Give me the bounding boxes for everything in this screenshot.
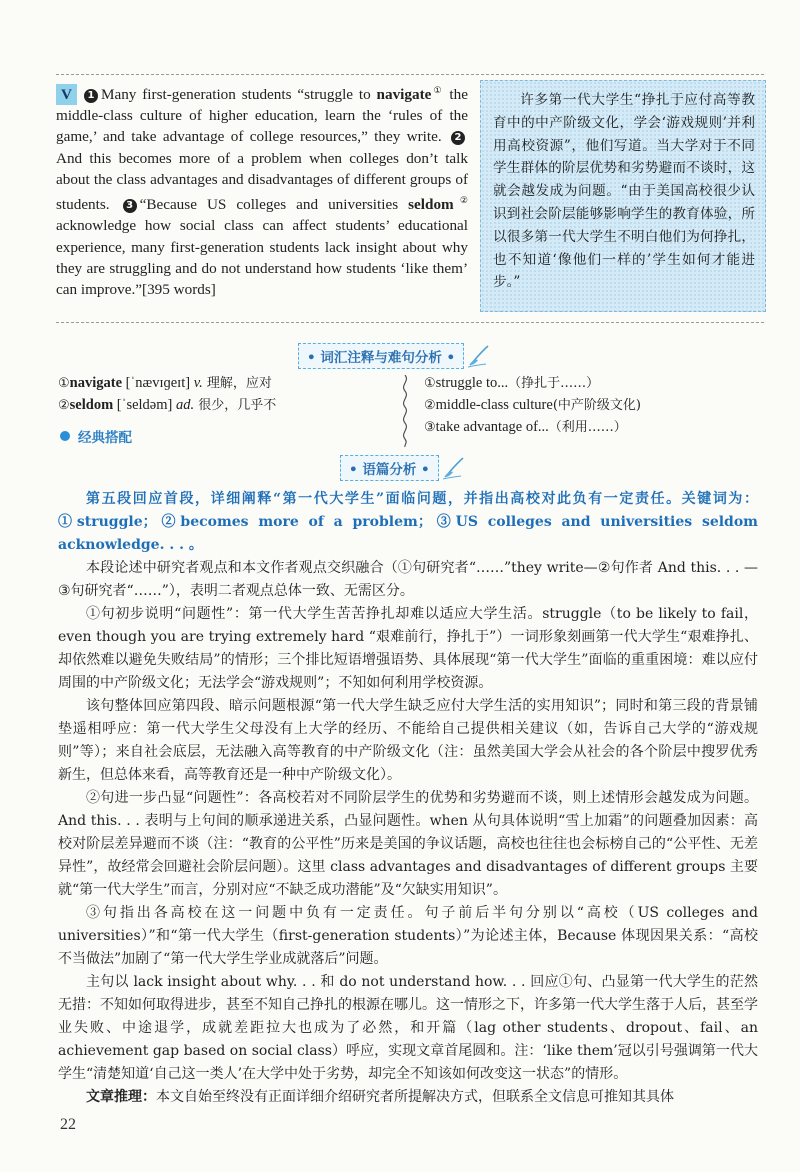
- collocation-1: ①struggle to...（挣扎于……）: [424, 375, 600, 391]
- sentence-3-marker: 3: [123, 199, 137, 213]
- middle-divider: [56, 322, 764, 323]
- analysis-paragraph-3: 该句整体回应第四段、暗示问题根源“第一代大学生缺乏应付大学生活的实用知识”；同时和第三段的背景铺垫遥相呼应：第一代大学生父母没有上大学的经历、不能给自己提供相关建议（如，告诉自己大学的“游戏规则”等）；来自社会底层，无法融入高等教育的中产阶级文化（注：虽然美国大学会从社会的各个阶层中搜罗优秀新生，但总体来看，高等教育还是一种中产阶级文化）。: [58, 698, 758, 783]
- sentence-3-part-a: “Because US colleges and universities: [139, 196, 409, 214]
- top-divider: [56, 74, 764, 75]
- analysis-paragraph-1: 本段论述中研究者观点和本文作者观点交织融合（①句研究者“……”they write—②句作者 And this. . . —③句研究者“……”），表明二者观点总体一致、无需区分。: [58, 560, 758, 599]
- brush-icon: [441, 455, 467, 481]
- analysis-paragraph-4: ②句进一步凸显“问题性”：各高校若对不同阶层学生的优势和劣势避而不谈，则上述情形会越发成为问题。And this. . . 表明与上句间的顺承递进关系，凸显问题性。when 从句具体说明“雪上加霜”的问题叠加因素：高校对阶层差异避而不谈（注：“教育的公平性”历来是美国的争议话题，高校也往往也会标榜自己的“公平性、无差异性”，故经常会回避社会阶层问题）。这里 class advantages and disadvantages of different groups 主要就“第一代大学生”而言，分别对应“不缺乏成功潜能”及“欠缺实用知识”。: [58, 790, 758, 898]
- translation-box: [480, 80, 766, 312]
- analysis-paragraph-6: 主句以 lack insight about why. . . 和 do not understand how. . . 回应①句、凸显第一代大学生的茫然无措：不知如何取得进步，甚至不知自己挣扎的根源在哪儿。这一情形之下，许多第一代大学生落于人后，甚至学业失败、中途退学，成就差距拉大也成为了必然，和开篇（lag other students、dropout、fail、an achievement gap based on social class）呼应，实现文章首尾圆和。注：‘like them’冠以引号强调第一代大学生“清楚知道‘自己这一类人’在大学中处于劣势，却完全不知该如何改变这一状态”的情形。: [58, 974, 758, 1082]
- analysis-body: [58, 488, 758, 1109]
- analysis-section-header: [340, 456, 467, 480]
- sentence-3-part-b: acknowledge how social class can affect students’ educational experience, many first-generation students lack insight about why they are struggling and do not understand how students ‘like them’ can improve.”[395 words]: [56, 217, 468, 298]
- brush-icon: [466, 343, 492, 369]
- sentence-2: And this becomes more of a problem when colleges don’t talk about the class advantages and disadvantages of different groups of students.: [56, 149, 468, 214]
- translation-text: 许多第一代大学生“挣扎于应付高等教育中的中产阶级文化，学会‘游戏规则’并利用高校资源”，他们写道。当大学对于不同学生群体的阶层优势和劣势避而不谈时，这就会越发成为问题。“由于美国高校很少认识到社会阶层能够影响学生的教育体验，所以很多第一代大学生不明白他们为何挣扎，也不知道‘像他们一样的’学生如何才能进步。”: [493, 92, 755, 291]
- bullet-dot-icon: [60, 431, 70, 441]
- sentence-1-part-b: the middle-class culture of higher education, learn the ‘rules of the game,’ and take advantage of college resources,” they write.: [56, 86, 468, 146]
- analysis-paragraph-5: ③句指出各高校在这一问题中负有一定责任。句子前后半句分别以“高校（US colleges and universities）”和“第一代大学生（first-generation students）”为论述主体，Because 体现因果关系：“高校不当做法”加剧了“第一代大学生学业成就落后”问题。: [58, 905, 758, 967]
- vocab-word-1: ①navigate [ˈnævɪɡeɪt] v. 理解，应对: [58, 375, 272, 391]
- keyword-seldom: seldom②: [408, 195, 468, 214]
- collocations-title: 经典搭配: [60, 426, 132, 446]
- sentence-1-part-a: Many first-generation students “struggle to: [100, 86, 377, 104]
- vocab-section-title: • 词汇注释与难句分析 •: [298, 343, 464, 369]
- analysis-paragraph-2: ①句初步说明“问题性”：第一代大学生苦苦挣扎却难以适应大学生活。struggle（to be likely to fail，even though you are trying extremely hard “艰难前行，挣扎于”）一词形象刻画第一代大学生“艰难挣扎、却依然难以避免失败结局”的情形；三个排比短语增强语势、具体展现“第一代大学生”面临的重重困境：难以应付周围的中产阶级文化；无法学会“游戏规则”；不知如何利用学校资源。: [58, 606, 758, 691]
- collocation-3: ③take advantage of...（利用……）: [424, 419, 627, 435]
- vocab-section-header: [298, 344, 492, 368]
- page-number: 22: [60, 1116, 76, 1133]
- sentence-2-marker: 2: [451, 131, 465, 145]
- keyword-navigate: navigate①: [376, 85, 444, 104]
- vocab-word-2: ②seldom [ˈseldəm] ad. 很少，几乎不: [58, 397, 277, 413]
- analysis-section-title: • 语篇分析 •: [340, 455, 439, 481]
- paragraph-roman-numeral: V: [56, 84, 77, 105]
- sentence-1-marker: 1: [84, 89, 98, 103]
- collocation-2: ②middle-class culture(中产阶级文化): [424, 397, 641, 413]
- squiggle-divider-icon: [398, 375, 412, 447]
- analysis-inference: 文章推理：本文自始至终没有正面详细介绍研究者所提解决方式，但联系全文信息可推知其具体: [86, 1089, 674, 1105]
- analysis-intro: 第五段回应首段，详细阐释“第一代大学生”面临问题，并指出高校对此负有一定责任。关键词为：①struggle；②becomes more of a problem；③US colleges and universities seldom acknowledge. . . 。: [58, 491, 758, 553]
- english-passage: [56, 80, 468, 300]
